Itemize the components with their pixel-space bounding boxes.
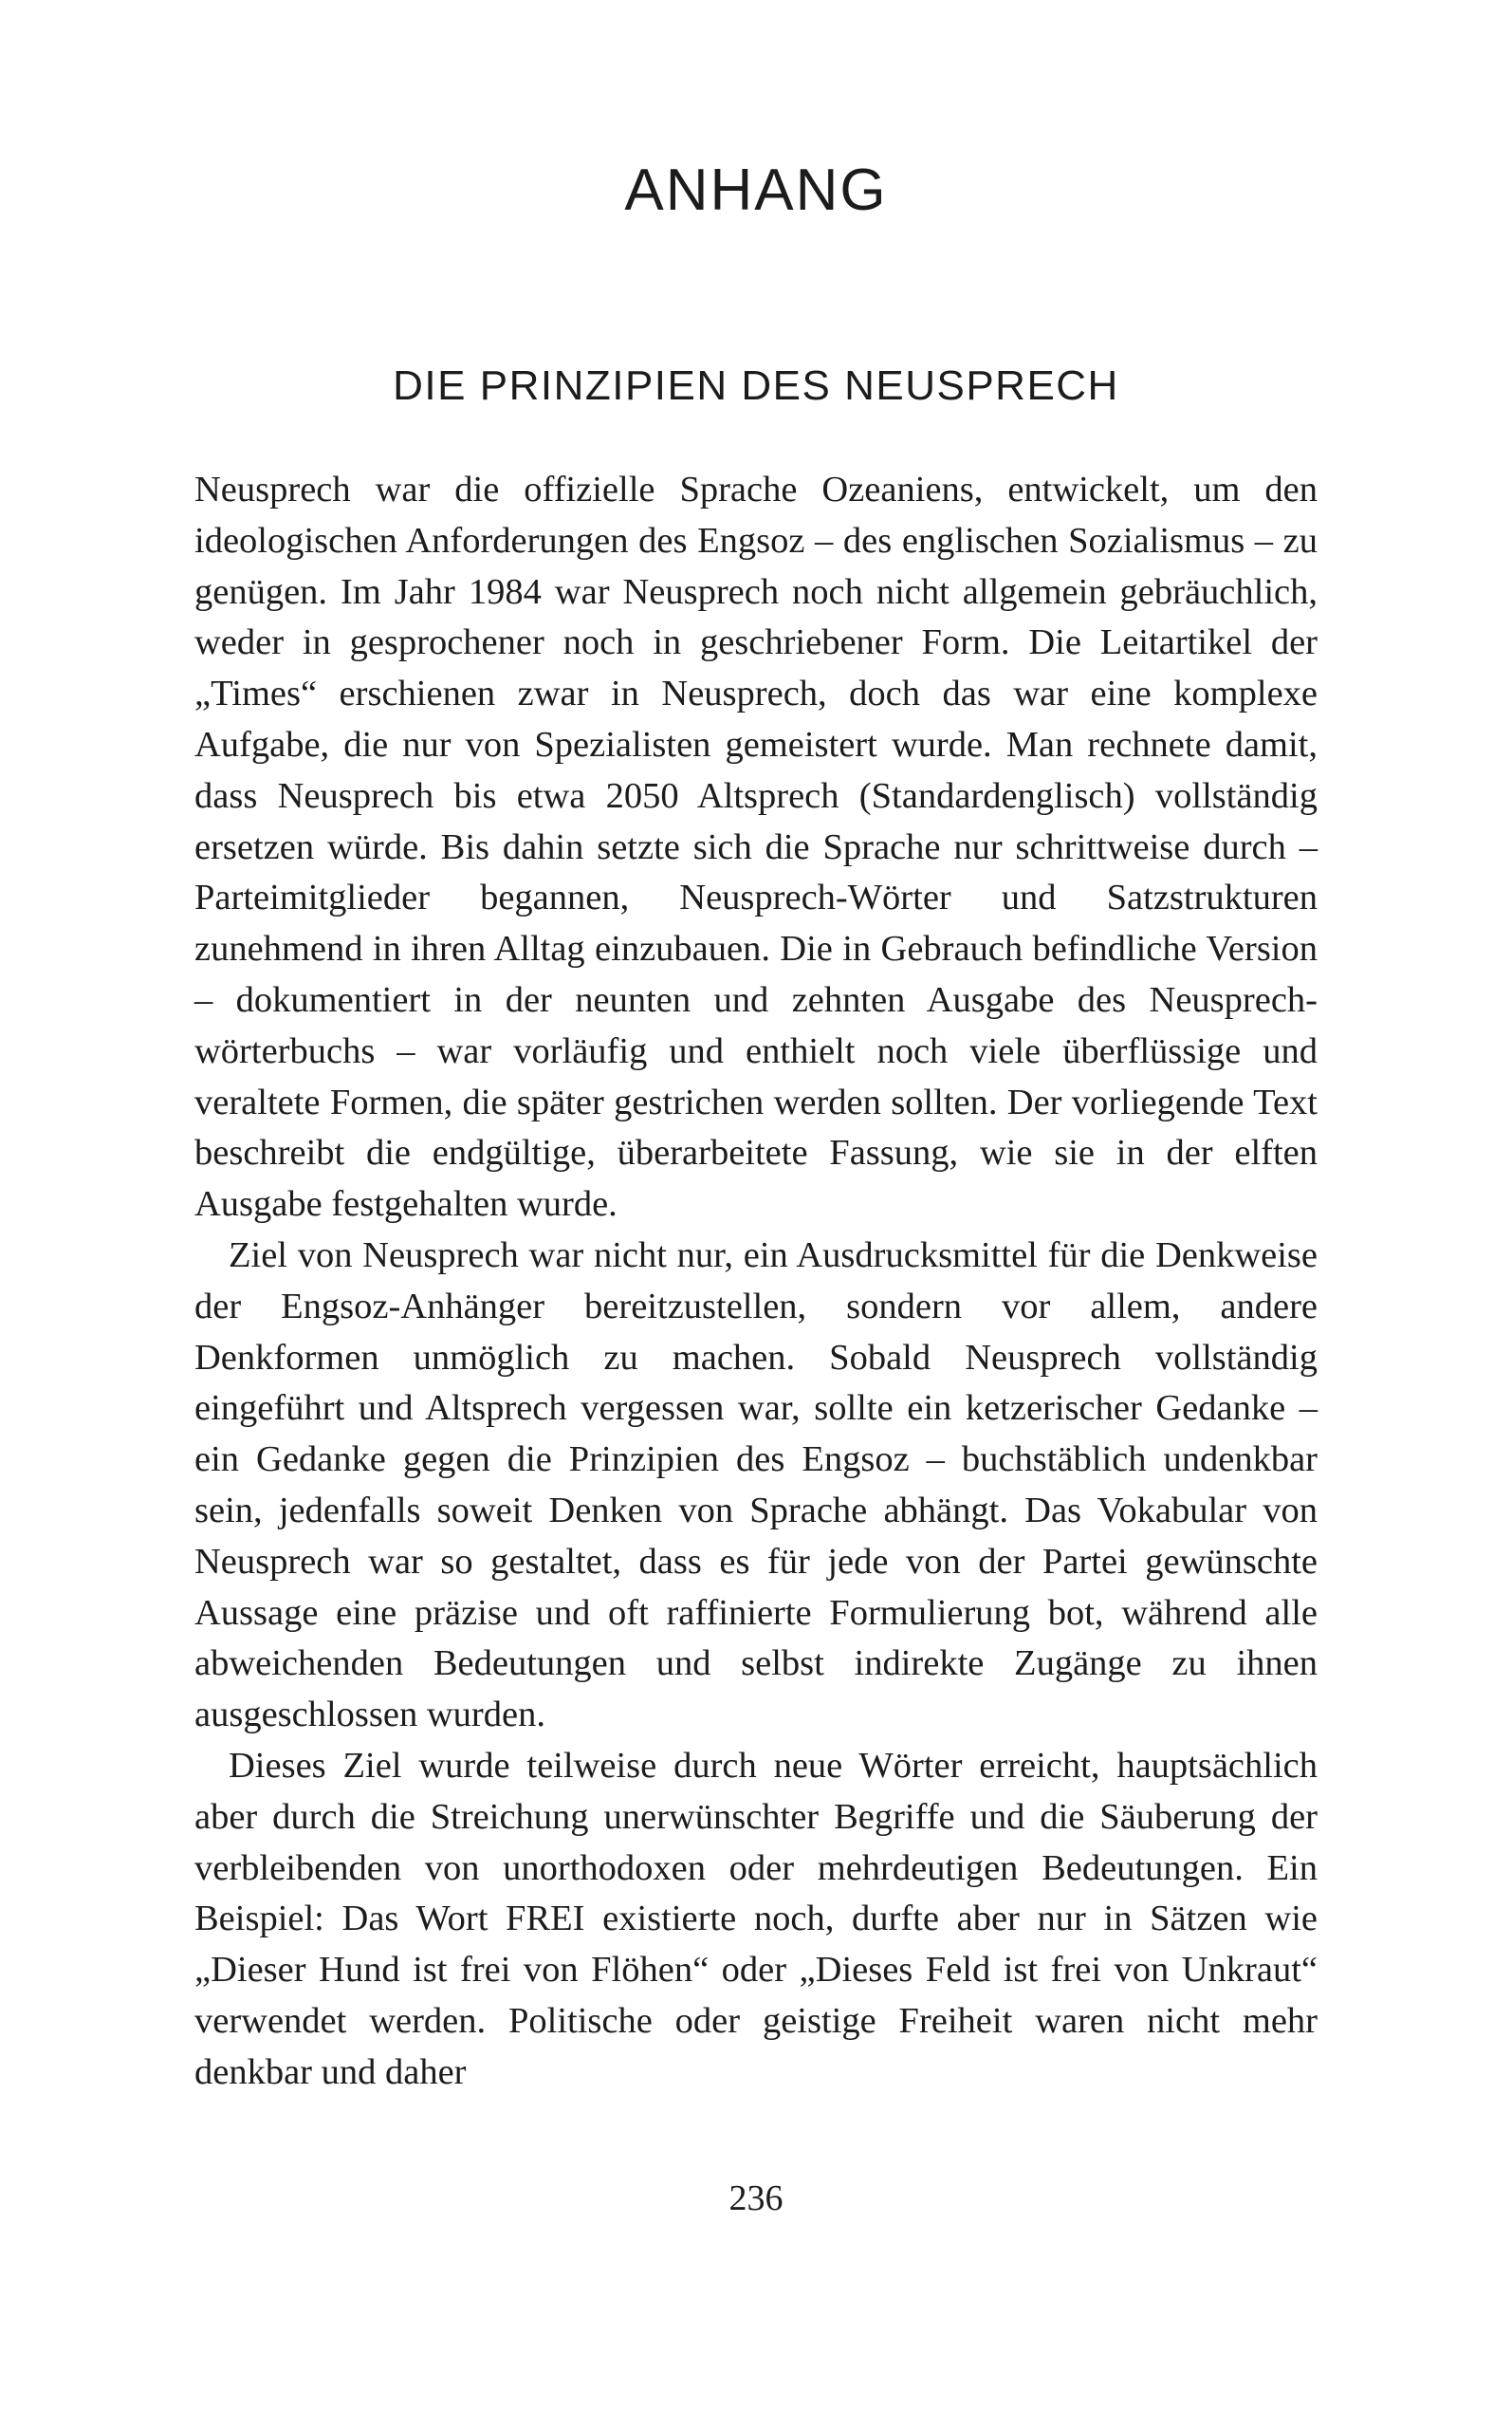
section-title: DIE PRINZIPIEN DES NEUSPRECH — [393, 362, 1119, 409]
paragraph-1: Neusprech war die offizielle Sprache Ozeaniens, entwickelt, um den ideologischen Anforderungen des Engsoz – des englischen Sozialismus – zu genügen. Im Jahr 1984 war Neusprech noch nicht allgemein gebräuchlich, weder in gesprochener noch in geschriebener Form. Die Leitartikel der „Times“ erschienen zwar in Neusprech, doch das war eine komplexe Aufgabe, die nur von Spezialisten gemeistert wurde. Man rechnete damit, dass Neusprech bis etwa 2050 Altsprech (Standardenglisch) vollständig ersetzen würde. Bis dahin setzte sich die Sprache nur schrittweise durch – Parteimitglieder begannen, Neusprech-Wörter und Satzstrukturen zunehmend in ihren Alltag einzubauen. Die in Gebrauch befindliche Version – dokumentiert in der neunten und zehnten Ausgabe des Neusprechwörterbuchs – war vorläufig und enthielt noch viele überflüssige und veraltete Formen, die später gestrichen werden sollten. Der vorliegende Text beschreibt die endgültige, überarbeitete Fassung, wie sie in der elften Ausgabe festgehalten wurde. — [194, 470, 1318, 1225]
paragraph-3: Dieses Ziel wurde teilweise durch neue Wörter erreicht, hauptsächlich aber durch die Streichung unerwünschter Begriffe und die Säuberung der verbleibenden von unorthodoxen oder mehrdeutigen Bedeutungen. Ein Beispiel: Das Wort FREI existierte noch, durfte aber nur in Sätzen wie „Dieser Hund ist frei von Flöhen“ oder „Dieses Feld ist frei von Unkraut“ verwendet werden. Politische oder geistige Freiheit waren nicht mehr denkbar und daher — [194, 1745, 1318, 2092]
paragraph-2: Ziel von Neusprech war nicht nur, ein Ausdrucksmittel für die Denkweise der Engsoz-Anhänger bereitzustellen, sondern vor allem, andere Denkformen unmöglich zu machen. Sobald Neusprech vollständig eingeführt und Altsprech vergessen war, sollte ein ketzerischer Gedanke – ein Gedanke gegen die Prinzipien des Engsoz – buchstäblich undenkbar sein, jedenfalls soweit Denken von Sprache abhängt. Das Vokabular von Neusprech war so gestaltet, dass es für jede von der Partei gewünschte Aussage eine präzise und oft raffinierte Formulierung bot, während alle abweichenden Bedeutungen und selbst indirekte Zugänge zu ihnen ausgeschlossen wurden. — [194, 1234, 1318, 1735]
page-number: 236 — [728, 2178, 784, 2218]
chapter-title: ANHANG — [624, 158, 888, 223]
body-text — [194, 465, 1318, 2099]
